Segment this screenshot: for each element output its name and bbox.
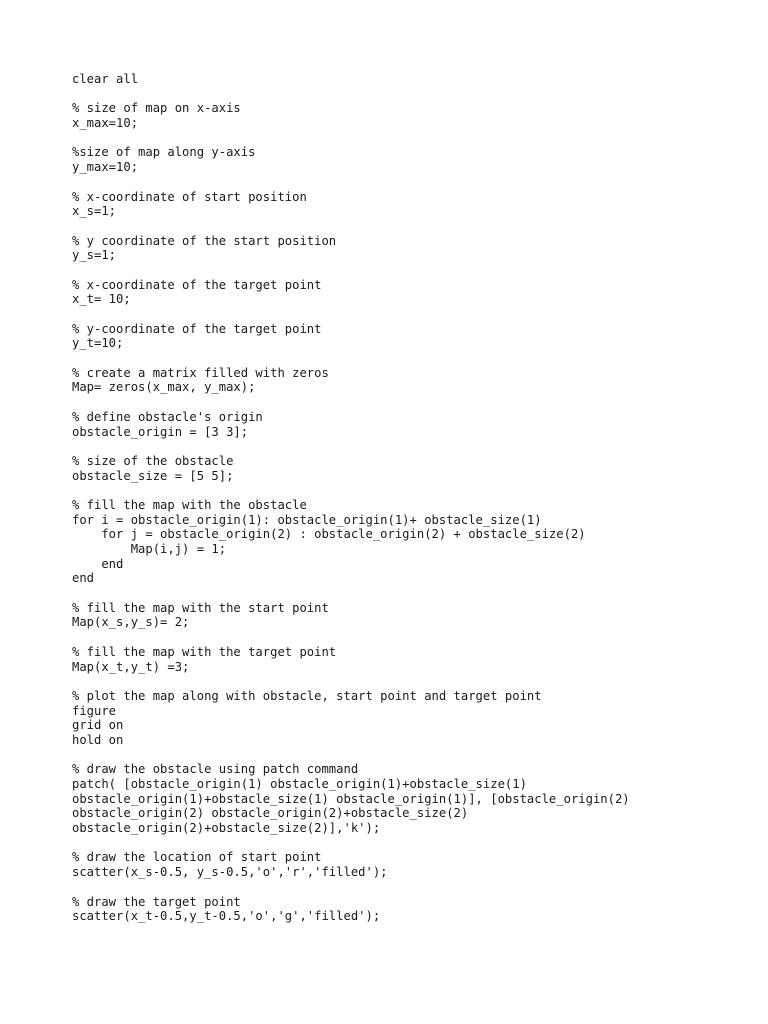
code-line	[72, 263, 630, 278]
code-line: x_s=1;	[72, 204, 117, 219]
code-line	[72, 131, 630, 146]
code-line	[72, 748, 630, 763]
code-line: obstacle_origin(2)+obstacle_size(2)],'k');	[72, 821, 381, 836]
code-line: hold on	[72, 732, 124, 747]
code-line: obstacle_origin(2) obstacle_origin(2)+obstacle_size(2)	[72, 806, 469, 821]
code-line: % fill the map with the start point	[72, 600, 329, 615]
code-line: grid on	[72, 718, 124, 733]
code-line: % draw the target point	[72, 894, 241, 909]
code-line	[72, 87, 630, 102]
code-line	[72, 439, 630, 454]
code-line: Map(i,j) = 1;	[72, 542, 227, 556]
code-line: clear all	[72, 72, 139, 86]
code-block	[72, 72, 630, 924]
code-line: x_t= 10;	[72, 292, 131, 307]
code-line	[72, 351, 630, 366]
code-line	[72, 836, 630, 851]
code-line: y_max=10;	[72, 160, 139, 175]
code-line	[72, 307, 630, 322]
code-line	[72, 219, 630, 234]
code-line: % size of map on x-axis	[72, 101, 241, 116]
code-line: % x-coordinate of start position	[72, 189, 307, 204]
code-line	[72, 395, 630, 410]
code-line: % fill the map with the target point	[72, 644, 337, 659]
code-line	[72, 586, 630, 601]
code-line: % fill the map with the obstacle	[72, 497, 307, 512]
code-line: Map(x_t,y_t) =3;	[72, 659, 190, 674]
code-line: % create a matrix filled with zeros	[72, 365, 329, 380]
code-line: patch( [obstacle_origin(1) obstacle_origin(1)+obstacle_size(1)	[72, 777, 527, 791]
code-line: % draw the location of start point	[72, 850, 322, 865]
code-line: % draw the obstacle using patch command	[72, 762, 359, 777]
code-line: obstacle_origin = [3 3];	[72, 424, 249, 439]
code-line: % x-coordinate of the target point	[72, 277, 322, 292]
code-line: % define obstacle's origin	[72, 409, 263, 424]
code-line	[72, 175, 630, 190]
code-line: Map= zeros(x_max, y_max);	[72, 380, 256, 395]
code-line: %size of map along y-axis	[72, 145, 256, 160]
code-line: scatter(x_s-0.5, y_s-0.5,'o','r','filled');	[72, 865, 388, 880]
code-line: end	[72, 556, 124, 571]
code-line: x_max=10;	[72, 116, 139, 131]
code-line: end	[72, 571, 95, 586]
code-line: for j = obstacle_origin(2) : obstacle_origin(2) + obstacle_size(2)	[72, 527, 586, 542]
code-line: % plot the map along with obstacle, start point and target point	[72, 688, 542, 703]
code-line: % y-coordinate of the target point	[72, 321, 322, 336]
code-line: for i = obstacle_origin(1): obstacle_origin(1)+ obstacle_size(1)	[72, 512, 542, 527]
code-line: y_s=1;	[72, 248, 117, 263]
code-line: % y coordinate of the start position	[72, 233, 337, 248]
code-line	[72, 880, 630, 895]
code-line: scatter(x_t-0.5,y_t-0.5,'o','g','filled');	[72, 909, 381, 924]
code-line: obstacle_size = [5 5];	[72, 468, 234, 483]
code-line: figure	[72, 703, 117, 718]
code-line	[72, 630, 630, 645]
code-line	[72, 483, 630, 498]
code-line: y_t=10;	[72, 336, 124, 351]
code-line: Map(x_s,y_s)= 2;	[72, 615, 190, 630]
code-line: obstacle_origin(1)+obstacle_size(1) obstacle_origin(1)], [obstacle_origin(2)	[72, 791, 630, 806]
code-line: % size of the obstacle	[72, 453, 234, 468]
code-line	[72, 674, 630, 689]
